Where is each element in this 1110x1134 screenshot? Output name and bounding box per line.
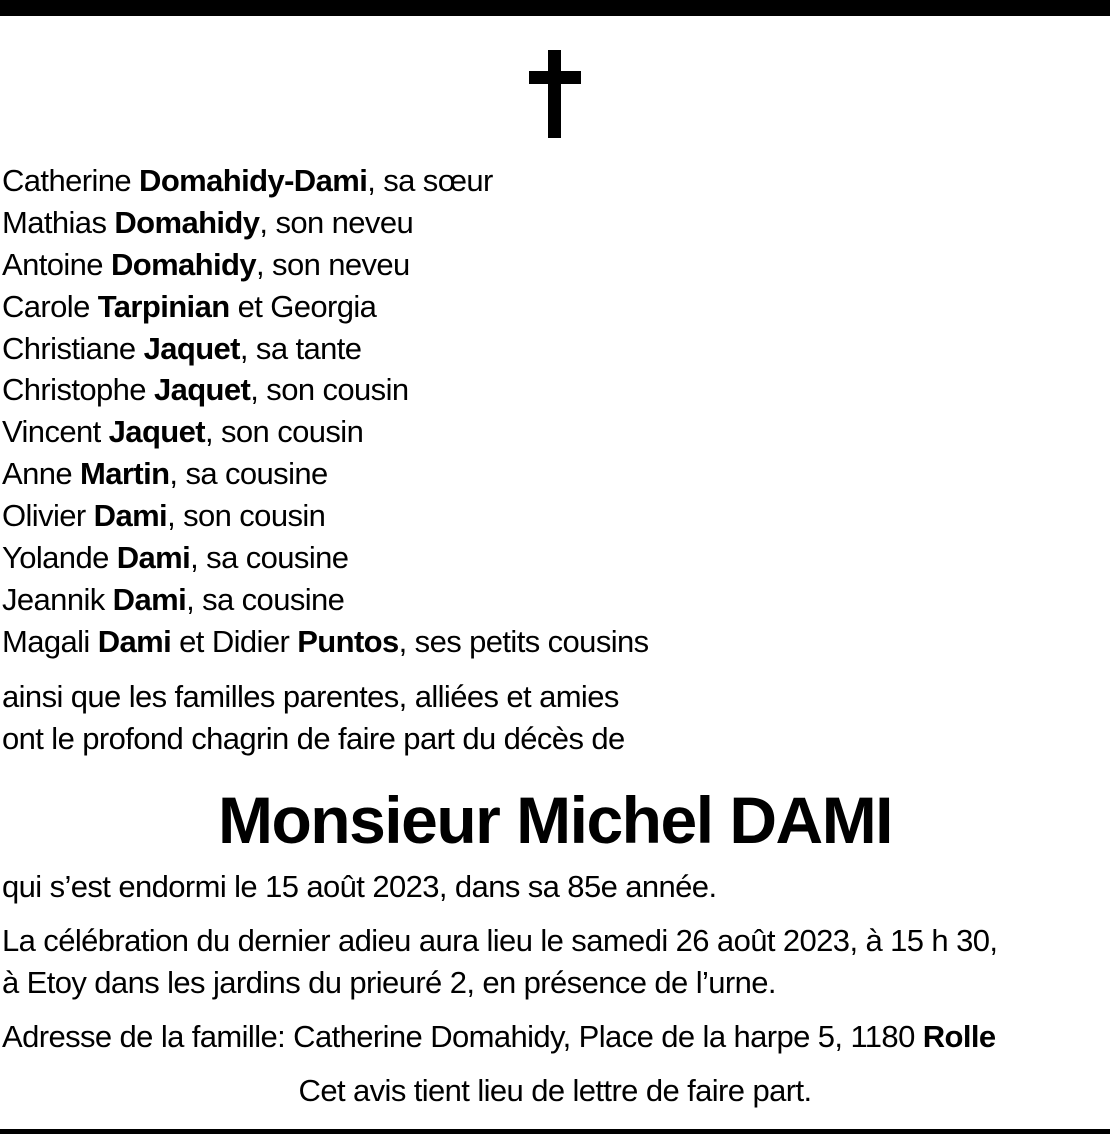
first-name: Christiane [2, 330, 144, 366]
family-name: Dami [116, 540, 191, 576]
family-name: Tarpinian [97, 288, 230, 324]
conjunction: et Didier [171, 623, 298, 659]
relation: , sa cousine [186, 581, 345, 617]
bottom-border [0, 1129, 1110, 1134]
first-name: Catherine [2, 163, 140, 198]
mourner-line [2, 621, 649, 663]
address-text: Adresse de la famille: Catherine Domahidy, Place de la harpe 5, 1180 [2, 1019, 923, 1054]
top-border [0, 0, 1110, 16]
cross-icon [529, 50, 581, 138]
ceremony-line: à Etoy dans les jardins du prieuré 2, en présence de l’urne. [2, 965, 776, 1000]
first-name: Olivier [2, 498, 94, 534]
family-name: Jaquet [108, 414, 205, 450]
family-name: Jaquet [143, 330, 240, 366]
mourners-list [2, 160, 649, 663]
family-name: Jaquet [153, 372, 251, 408]
first-name: Yolande [2, 540, 117, 576]
first-name: Christophe [2, 372, 154, 408]
relation: , sa sœur [367, 163, 493, 198]
mourner-line [2, 411, 649, 453]
relation: , sa cousine [169, 456, 328, 492]
ceremony-paragraph [2, 920, 997, 1004]
first-name: Mathias [2, 204, 115, 240]
relation: , ses petits cousins [398, 623, 649, 659]
first-name: Anne [2, 456, 81, 492]
family-name: Puntos [297, 623, 399, 659]
deceased-name: Monsieur Michel DAMI [217, 783, 893, 857]
family-address [2, 1016, 996, 1058]
mourner-line [2, 453, 649, 495]
first-name: Magali [2, 623, 98, 659]
mourner-line [2, 495, 649, 537]
passing-date-text: qui s’est endormi le 15 août 2023, dans sa 85e année. [2, 869, 717, 904]
mourner-line [2, 202, 649, 244]
family-name: Dami [93, 498, 168, 534]
mourner-line [2, 160, 649, 202]
intro-paragraph [2, 676, 625, 760]
relation: , son cousin [204, 414, 364, 450]
family-name: Martin [80, 456, 170, 492]
relation: , sa cousine [190, 540, 349, 576]
relation: et Georgia [229, 288, 377, 324]
closing-note: Cet avis tient lieu de lettre de faire part. [298, 1073, 812, 1108]
ceremony-line: La célébration du dernier adieu aura lieu le samedi 26 août 2023, à 15 h 30, [2, 923, 998, 958]
relation: , son cousin [250, 372, 409, 408]
relation: , son neveu [259, 204, 414, 240]
first-name: Vincent [2, 414, 109, 450]
family-name: Domahidy [110, 246, 257, 282]
family-name: Dami [112, 581, 187, 617]
mourner-line [2, 369, 649, 411]
intro-line: ainsi que les familles parentes, alliées et amies [2, 679, 619, 714]
mourner-line [2, 286, 649, 328]
mourner-line [2, 579, 649, 621]
relation: , son neveu [256, 246, 410, 282]
address-city: Rolle [922, 1019, 996, 1054]
family-name: Dami [97, 623, 172, 659]
relation: , son cousin [167, 498, 326, 534]
mourner-line [2, 328, 649, 370]
mourner-line [2, 244, 649, 286]
first-name: Antoine [2, 246, 111, 282]
relation: , sa tante [239, 330, 362, 366]
mourner-line [2, 537, 649, 579]
family-name: Domahidy-Dami [139, 163, 368, 198]
first-name: Carole [2, 288, 98, 324]
first-name: Jeannik [2, 581, 113, 617]
intro-line: ont le profond chagrin de faire part du décès de [2, 721, 625, 756]
family-name: Domahidy [114, 204, 260, 240]
